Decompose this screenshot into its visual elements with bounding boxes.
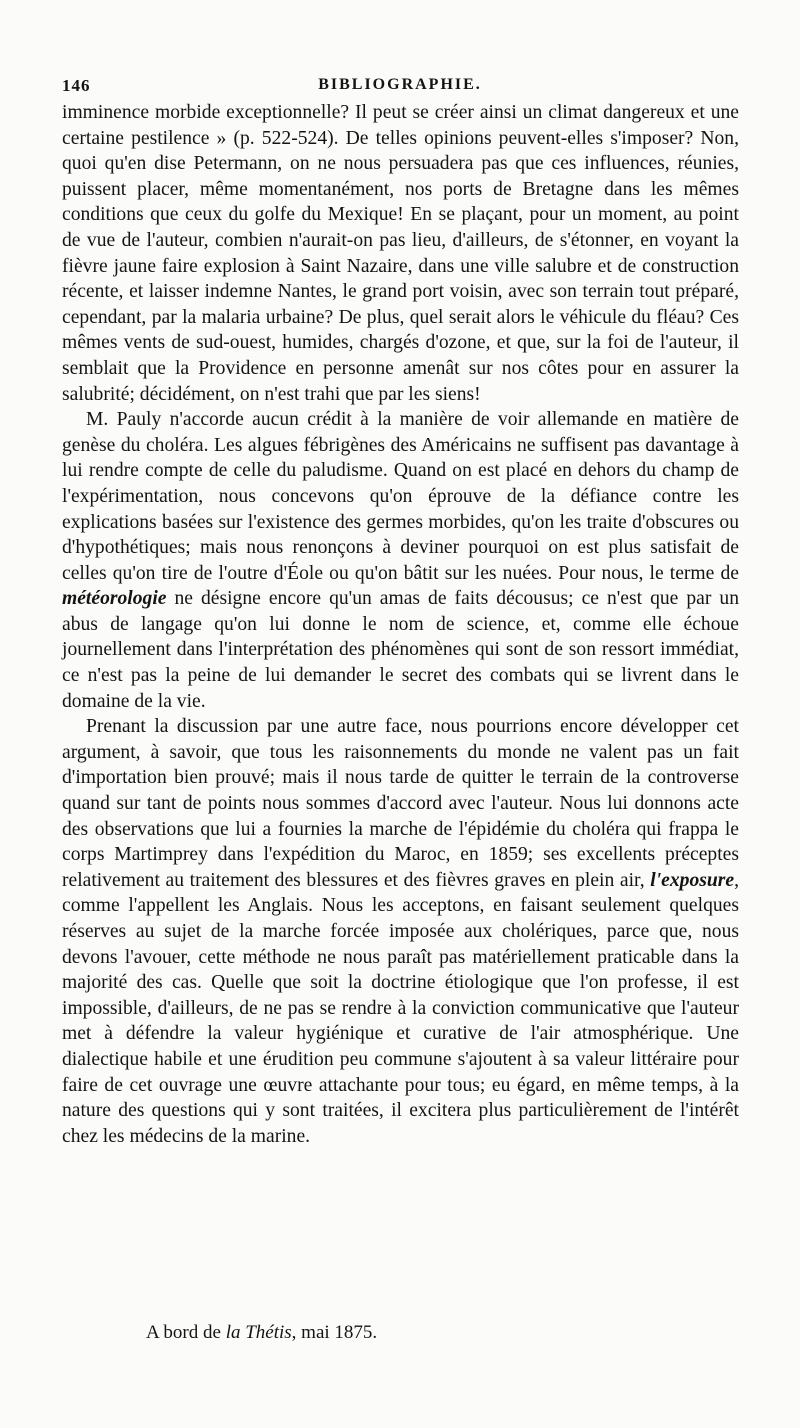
page-header <box>62 76 738 100</box>
signature-line <box>146 1322 377 1344</box>
paragraph-3-text-b: , comme l'appellent les Anglais. Nous les acceptons, en faisant seulement quelques réserves au sujet de la marche forcée imposée aux cholériques, parce que, nous devons l'avouer, cette méthode ne nous paraît pas matériellement praticable dans la majorité des cas. Quelle que soit la doctrine étiologique que l'on professe, il est impossible, d'ailleurs, de ne pas se rendre à la conviction communicative que l'auteur met à défendre la valeur hygiénique et curative de l'air atmosphérique. Une dialectique habile et une érudition peu commune s'ajoutent à sa valeur littéraire pour faire de cet ouvrage une œuvre attachante pour tous; eu égard, en même temps, à la nature des questions qui y sont traitées, il excitera plus particulièrement de l'intérêt chez les médecins de la marine. <box>62 869 739 1147</box>
term-exposure: l'exposure <box>650 869 735 891</box>
paragraph-1: imminence morbide exceptionnelle? Il peut se créer ainsi un climat dangereux et une certaine pestilence » (p. 522-524). De telles opinions peuvent-elles s'imposer? Non, quoi qu'en dise Petermann, on ne nous persuadera pas que ces influences, réunies, puissent placer, même momentanément, nos ports de Bretagne dans les mêmes conditions que ceux du golfe du Mexique! En se plaçant, pour un moment, au point de vue de l'auteur, combien n'aurait-on pas lieu, d'ailleurs, de s'étonner, en voyant la fièvre jaune faire explosion à Saint Nazaire, dans une ville salubre et de construction récente, et laisser indemne Nantes, le grand port voisin, avec son terrain tout préparé, cependant, par la malaria urbaine? De plus, quel serait alors le véhicule du fléau? Ces mêmes vents de sud-ouest, humides, chargés d'ozone, et que, sur la foi de l'auteur, il semblait que la Providence en personne amenât sur nos côtes pour en assurer la salubrité; décidément, on n'est trahi que par les siens! <box>62 102 739 405</box>
paragraph-2-text-b: ne désigne encore qu'un amas de faits décousus; ce n'est que par un abus de langage qu'on lui donne le nom de science, et, comme elle échoue journellement dans l'interprétation des phénomènes qui sont de son ressort immédiat, ce n'est pas la peine de lui demander le secret des combats qui se livrent dans le domaine de la vie. <box>62 588 739 712</box>
page-number: 146 <box>62 76 91 95</box>
signature-date: , mai 1875. <box>291 1322 378 1343</box>
body-text <box>62 100 739 1149</box>
running-title: BIBLIOGRAPHIE. <box>318 76 482 93</box>
paragraph-2-text-a: M. Pauly n'accorde aucun crédit à la manière de voir allemande en matière de genèse du choléra. Les algues fébrigènes des Américains ne suffisent pas davantage à lui rendre compte de celle du paludisme. Quand on est placé en dehors du champ de l'expérimentation, nous concevons qu'on éprouve de la défiance contre les explications basées sur l'existence des germes morbides, qu'on les traite d'obscures ou d'hypothétiques; mais nous renonçons à deviner pourquoi on est plus satisfait de celles qu'on tire de l'outre d'Éole ou qu'on bâtit sur les nuées. Pour nous, le terme de <box>62 409 739 584</box>
paragraph-3-text-a: Prenant la discussion par une autre face, nous pourrions encore développer cet argument, à savoir, que tous les raisonnements du monde ne valent pas un fait d'importation bien prouvé; mais il nous tarde de quitter le terrain de la controverse quand sur tant de points nous sommes d'accord avec l'auteur. Nous lui donnons acte des observations que lui a fournies la marche de l'épidémie du choléra qui frappa le corps Martimprey dans l'expédition du Maroc, en 1859; ses excellents préceptes relativement au traitement des blessures et des fièvres graves en plein air, <box>62 716 739 891</box>
term-meteorologie: météorologie <box>62 588 167 610</box>
ship-name: la Thétis <box>225 1322 292 1343</box>
paragraph-3 <box>62 714 739 1149</box>
signature-prefix: A bord de <box>146 1322 226 1343</box>
paragraph-2 <box>62 407 739 714</box>
